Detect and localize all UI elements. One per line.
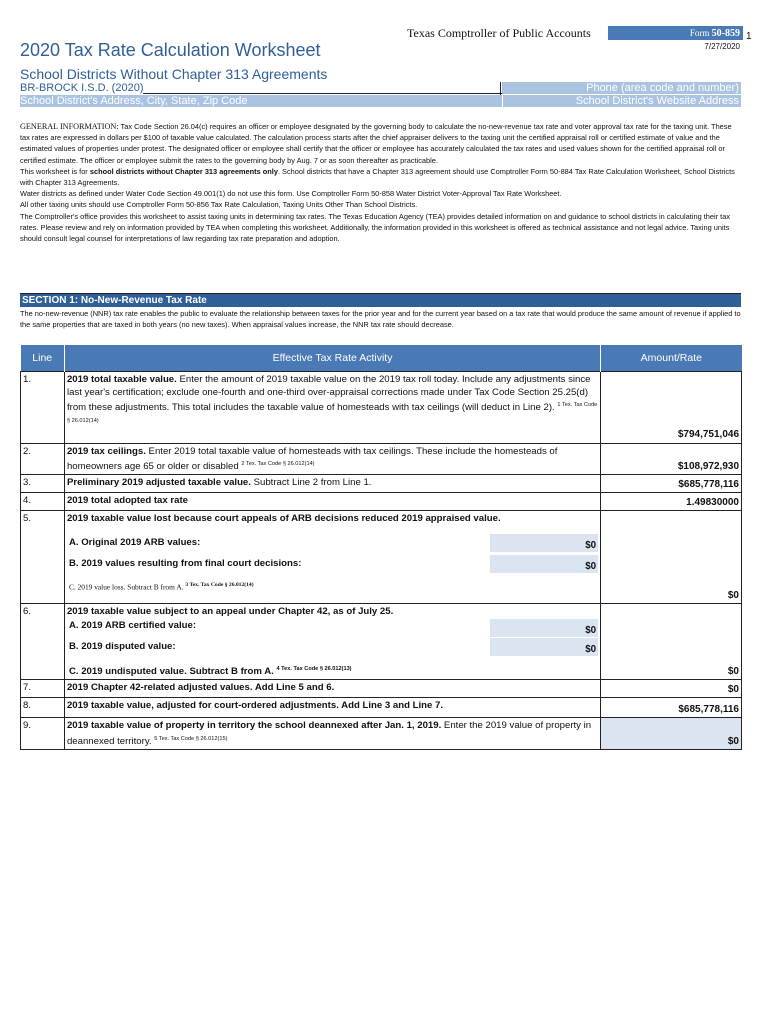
line-activity-bold: 2019 tax ceilings. [66,445,146,457]
sub-line-b [67,638,598,659]
line-number: 3. [21,475,65,493]
line-number: 1. [21,371,65,443]
sub-line-b [67,555,598,576]
line-citation: 1 Tex. Tax Code § 26.012(14) [66,402,598,424]
table-row [21,443,742,475]
line-number: 7. [21,680,65,698]
line-activity-bold: 2019 taxable value lost because court appeals of ARB decisions reduced 2019 appraised value. [66,513,501,525]
table-row [21,493,742,511]
general-info-p2c: . School districts that have a Chapter 313 agreement should use Comptroller Form 50-884 Tax Rate Calculation Worksheet, School Districts with Chapter 313 Agreements. [20,166,735,188]
general-info-p4: All other taxing units should use Comptroller Form 50-856 Tax Rate Calculation, Taxing Units Other Than School Districts. [20,200,418,210]
section-1-description: The no-new-revenue (NNR) tax rate enables the public to evaluate the relationship between taxes for the prior year and for the current year based on a tax rate that would produce the same amount of revenue if applied to the same properties that are taxed in both years (no new taxes). When appraisal values increase, the NNR tax rate should decrease. [20,309,741,330]
form-number: 50-859 [711,28,740,39]
sub-line-label: A. 2019 ARB certified value: [68,620,197,632]
page-title: 2020 Tax Rate Calculation Worksheet [20,40,321,60]
revision-date: 7/27/2020 [704,42,740,51]
line-activity-text: Enter the amount of 2019 taxable value on the 2019 tax roll today. Include any adjustments since last year's certification; exclude one-fourth and one-third over-appraisal corrections made under Tax Code Section 25.25(d) from these adjustments. This total includes the taxable value of homesteads with tax ceilings (will deduct in Line 2). [66,373,591,414]
sub-line-label: C. 2019 undisputed value. Subtract B from A. [68,666,274,678]
section-1-heading: SECTION 1: No-New-Revenue Tax Rate [20,293,741,307]
website-field[interactable]: School District's Website Address [502,95,741,107]
table-row [21,698,742,718]
line-activity-text: Enter the 2019 value of property in deannexed territory. [66,720,592,747]
table-header-row [21,345,742,371]
line-activity-bold: 2019 Chapter 42-related adjusted values. Add Line 5 and 6. [64,680,600,698]
agency-name: Texas Comptroller of Public Accounts [407,26,591,40]
line-amount[interactable]: $0 [601,511,742,604]
sub-line-label: C. 2019 value loss. Subtract B from A. [68,582,184,592]
sub-line-a [67,619,598,638]
page-number: 1 [746,31,752,42]
column-header-amount: Amount/Rate [601,345,742,371]
line-activity [64,475,600,493]
sub-line-label: A. Original 2019 ARB values: [68,537,201,549]
form-prefix: Form [689,28,710,38]
table-row [21,718,742,750]
line-number: 8. [21,698,65,718]
line-activity-bold: 2019 total taxable value. [66,373,177,385]
line-activity-bold: 2019 total adopted tax rate [64,493,600,511]
line-activity-bold: 2019 taxable value, adjusted for court-ordered adjustments. Add Line 3 and Line 7. [64,698,600,718]
sub-line-c [67,576,598,597]
sub-line-a [67,534,598,555]
general-info-p2a: This worksheet is for [20,166,88,176]
line-activity-text: Enter 2019 total taxable value of homesteads with tax ceilings. These include the homesteads of homeowners age 65 or older or disabled [66,445,558,472]
table-row [21,371,742,443]
line-activity [64,371,600,443]
line-number: 2. [21,443,65,475]
line-activity-bold: Preliminary 2019 adjusted taxable value. [66,477,251,489]
line-amount[interactable]: $0 [601,718,742,750]
form-number-badge [608,26,743,40]
district-info-row-2 [20,95,741,107]
line-amount[interactable]: $685,778,116 [601,698,742,718]
sub-line-label: B. 2019 disputed value: [68,641,176,653]
line-activity-text: Subtract Line 2 from Line 1. [250,477,372,489]
line-activity [64,511,600,604]
general-info-p5: The Comptroller's office provides this worksheet to assist taxing units in determining tax rates. The Texas Education Agency (TEA) provides detailed information on and guidance to school districts in calculating their tax rates. Please review and rely on information provided by TEA when completing this worksheet. Additionally, the information provided in this worksheet is offered as technical assistance and not legal advice. Taxing units should consult legal counsel for interpretations of law regarding tax rate preparation and adoption. [20,211,731,244]
line-citation: 5 Tex. Tax Code § 26.012(15) [154,735,228,742]
line-activity [64,718,600,750]
column-header-line: Line [21,345,65,371]
district-info-row-1 [20,82,741,94]
table-row [21,511,742,604]
table-row [21,604,742,680]
line-activity-bold: 2019 taxable value subject to an appeal under Chapter 42, as of July 25. [66,606,394,618]
line-number: 6. [21,604,65,680]
district-name-field[interactable]: BR-BROCK I.S.D. (2020) [20,82,144,94]
table-row [21,475,742,493]
tax-rate-table [20,345,742,750]
line-activity [64,604,600,680]
sub-line-label: B. 2019 values resulting from final court decisions: [68,558,302,570]
line-citation: 4 Tex. Tax Code § 26.012(13) [276,666,352,673]
line-amount[interactable]: 1.49830000 [601,493,742,511]
sub-line-value[interactable]: $0 [490,638,598,656]
line-number: 4. [21,493,65,511]
line-amount[interactable]: $685,778,116 [601,475,742,493]
general-info-p2b: school districts without Chapter 313 agreements only [89,166,278,176]
line-number: 9. [21,718,65,750]
line-activity [64,443,600,475]
sub-line-value[interactable]: $0 [490,619,598,637]
table-row [21,680,742,698]
general-information [20,121,742,244]
general-info-p3: Water districts as defined under Water Code Section 49.001(1) do not use this form. Use Comptroller Form 50-858 Water District Voter-Approval Tax Rate Worksheet. [20,189,562,199]
phone-field[interactable]: Phone (area code and number) [502,82,741,94]
sub-line-c [67,659,598,677]
line-amount[interactable]: $794,751,046 [601,371,742,443]
general-info-lead: GENERAL INFORMATION: [20,122,119,131]
line-citation: 3 Tex. Tax Code § 26.012(14) [185,582,254,589]
column-header-activity: Effective Tax Rate Activity [64,345,600,371]
general-info-p1: Tax Code Section 26.04(c) requires an officer or employee designated by the governing body to calculate the no-new-revenue tax rate and voter approval tax rate for the taxing unit. These tax rates are expressed in dollars per $100 of taxable value calculated. The calculation process starts after the chief appraiser delivers to the taxing unit the certified appraisal roll or certified estimate of value and the estimated values of properties under protest. The designated officer or employee shall certify that the officer or employee has accurately calculated the tax rates and used values shown for the certified appraisal roll or certified estimate. The officer or employee submit the rates to the governing body by Aug. 7 or as soon thereafter as practicable. [20,122,732,165]
sub-line-value[interactable]: $0 [490,534,598,552]
line-amount[interactable]: $0 [601,680,742,698]
line-citation: 2 Tex. Tax Code § 26.012(14) [241,460,315,467]
address-field[interactable]: School District's Address, City, State, Zip Code [20,95,248,107]
page-subtitle: School Districts Without Chapter 313 Agreements [20,66,328,82]
line-amount[interactable]: $0 [601,604,742,680]
line-activity-bold: 2019 taxable value of property in territory the school deannexed after Jan. 1, 2019. [66,720,442,732]
sub-line-value[interactable]: $0 [490,555,598,573]
line-amount[interactable]: $108,972,930 [601,443,742,475]
line-number: 5. [21,511,65,604]
